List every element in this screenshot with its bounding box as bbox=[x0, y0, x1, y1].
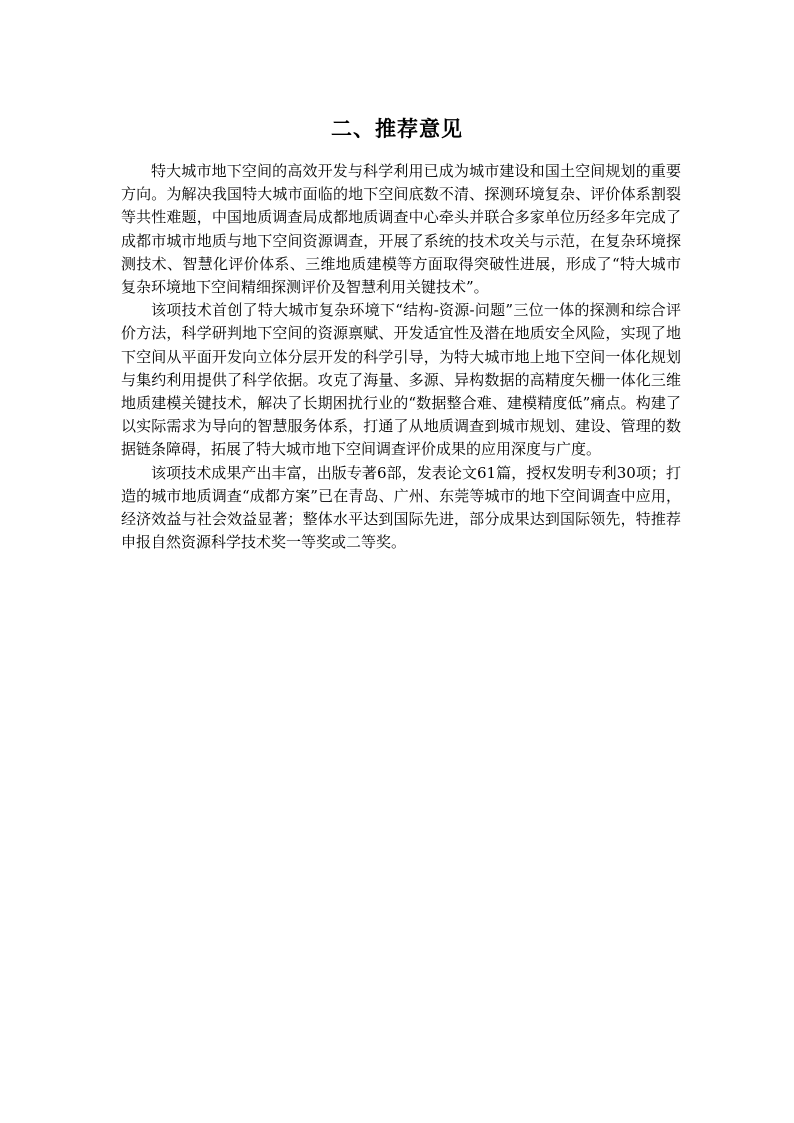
section-heading: 二、推荐意见 bbox=[331, 117, 463, 141]
paragraph-1: 特大城市地下空间的高效开发与科学利用已成为城市建设和国土空间规划的重要方向。为解决我国特大城市面临的地下空间底数不清、探测环境复杂、评价体系割裂等共性难题，中国地质调查局成都地质调查中心牵头并联合多家单位历经多年完成了成都市城市地质与地下空间资源调查，开展了系统的技术攻关与示范，在复杂环境探测技术、智慧化评价体系、三维地质建模等方面取得突破性进展，形成了“特大城市复杂环境地下空间精细探测评价及智慧利用关键技术”。 bbox=[121, 162, 681, 297]
recommendation-body bbox=[121, 160, 681, 554]
paragraph-3: 该项技术成果产出丰富，出版专著6部，发表论文61篇，授权发明专利30项；打造的城市地质调查“成都方案”已在青岛、广州、东莞等城市的地下空间调查中应用，经济效益与社会效益显著；整体水平达到国际先进，部分成果达到国际领先，特推荐申报自然资源科学技术奖一等奖或二等奖。 bbox=[121, 463, 681, 552]
paragraph-2: 该项技术首创了特大城市复杂环境下“结构-资源-问题”三位一体的探测和综合评价方法，科学研判地下空间的资源禀赋、开发适宜性及潜在地质安全风险，实现了地下空间从平面开发向立体分层开发的科学引导，为特大城市地上地下空间一体化规划与集约利用提供了科学依据。攻克了海量、多源、异构数据的高精度矢栅一体化三维地质建模关键技术，解决了长期困扰行业的“数据整合难、建模精度低”痛点。构建了以实际需求为导向的智慧服务体系，打通了从地质调查到城市规划、建设、管理的数据链条障碍，拓展了特大城市地下空间调查评价成果的应用深度与广度。 bbox=[121, 301, 681, 459]
